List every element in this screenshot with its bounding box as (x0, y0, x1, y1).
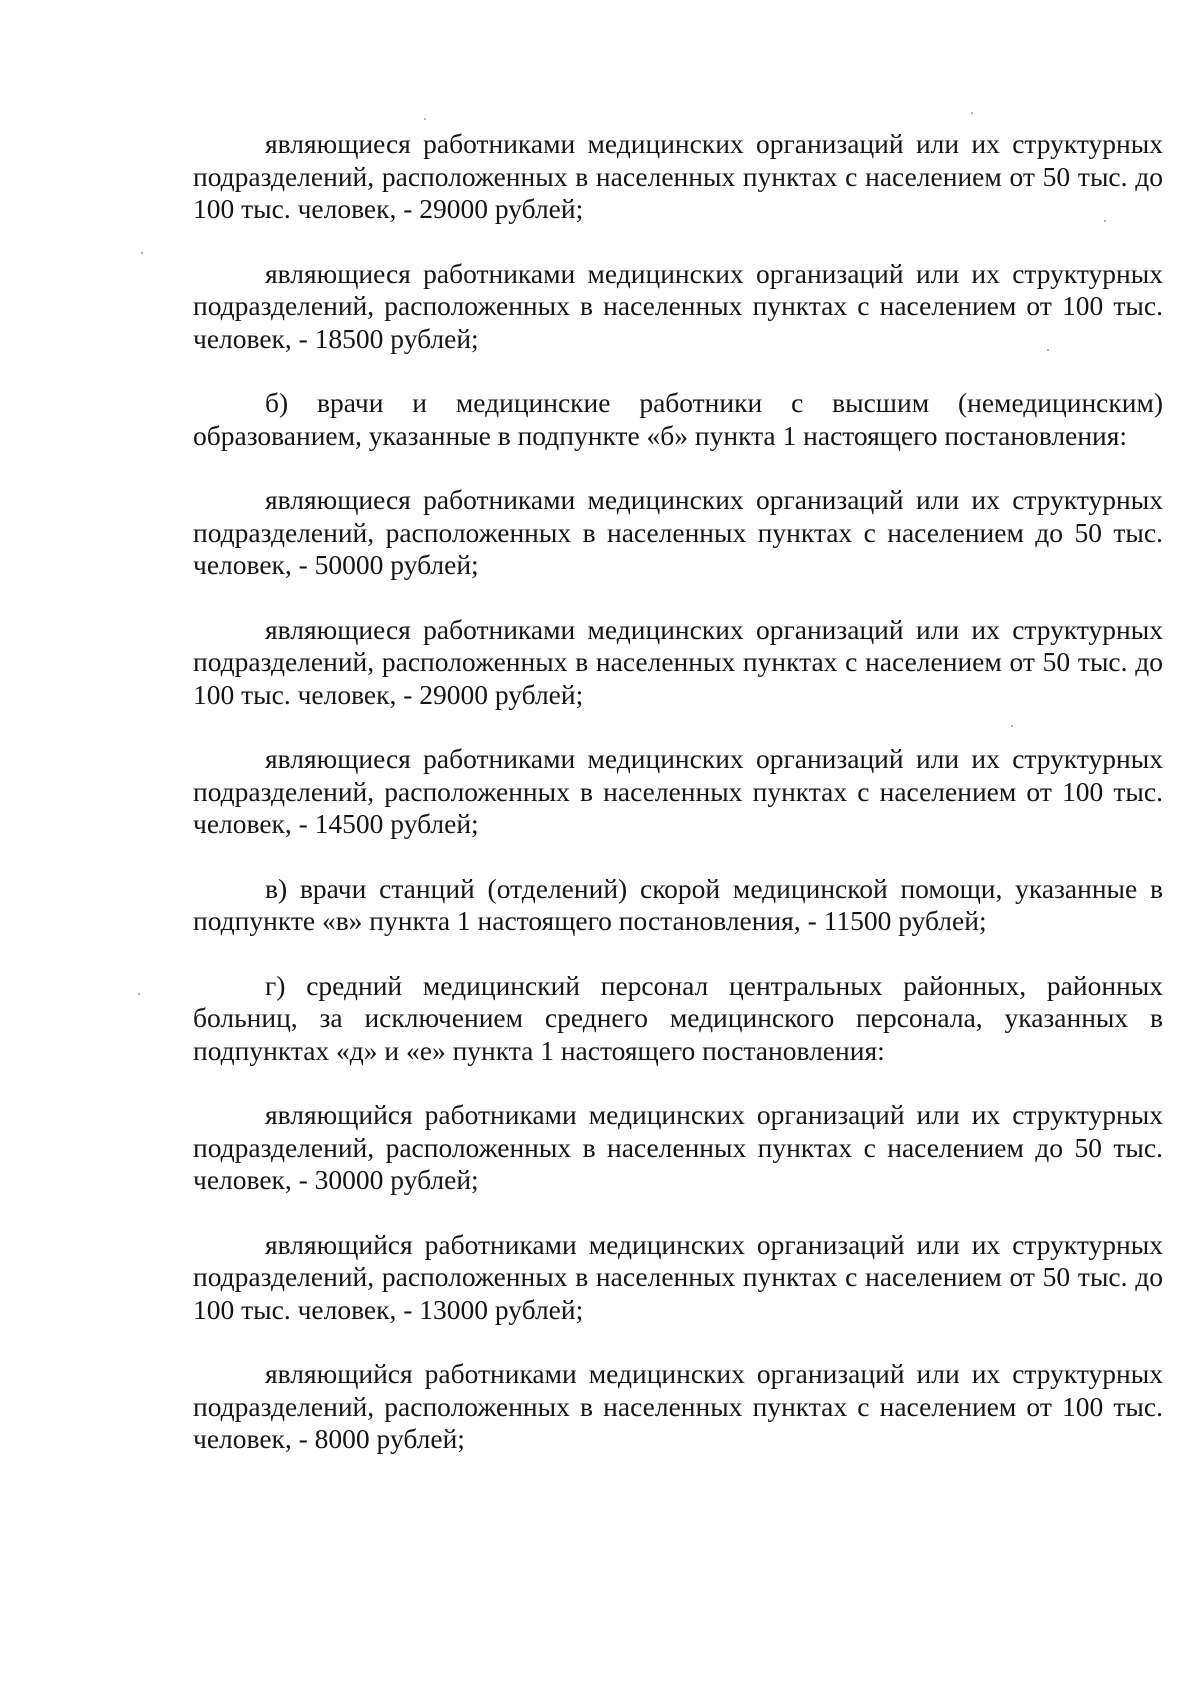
scan-speck (424, 118, 426, 120)
scan-speck (138, 993, 140, 995)
paragraph: являющийся работниками медицинских организаций или их структурных подразделений, расположенных в населенных пунктах с населением от 50 тыс. до 100 тыс. человек, - 13000 рублей; (193, 1228, 1163, 1325)
paragraph: являющиеся работниками медицинских организаций или их структурных подразделений, расположенных в населенных пунктах с населением от 50 тыс. до 100 тыс. человек, - 29000 рублей; (193, 128, 1163, 224)
paragraph: являющиеся работниками медицинских организаций или их структурных подразделений, расположенных в населенных пунктах с населением до 50 тыс. человек, - 50000 рублей; (193, 484, 1163, 580)
document-body (193, 128, 1163, 1488)
paragraph: являющиеся работниками медицинских организаций или их структурных подразделений, расположенных в населенных пунктах с населением от 100 тыс. человек, - 18500 рублей; (193, 257, 1163, 354)
paragraph: б) врачи и медицинские работники с высшим (немедицинским) образованием, указанные в подпункте «б» пункта 1 настоящего постановления: (193, 387, 1163, 451)
scan-speck (141, 252, 143, 254)
paragraph: являющиеся работниками медицинских организаций или их структурных подразделений, расположенных в населенных пунктах с населением от 100 тыс. человек, - 14500 рублей; (193, 743, 1163, 839)
paragraph: являющийся работниками медицинских организаций или их структурных подразделений, расположенных в населенных пунктах с населением до 50 тыс. человек, - 30000 рублей; (193, 1099, 1163, 1195)
paragraph: являющийся работниками медицинских организаций или их структурных подразделений, расположенных в населенных пунктах с населением от 100 тыс. человек, - 8000 рублей; (193, 1358, 1163, 1454)
paragraph: в) врачи станций (отделений) скорой медицинской помощи, указанные в подпункте «в» пункта 1 настоящего постановления, - 11500 рублей; (193, 872, 1163, 936)
scan-speck (971, 112, 973, 114)
paragraph: г) средний медицинский персонал центральных районных, районных больниц, за исключением среднего медицинского персонала, указанных в подпунктах «д» и «е» пункта 1 настоящего постановления: (193, 969, 1163, 1066)
paragraph: являющиеся работниками медицинских организаций или их структурных подразделений, расположенных в населенных пунктах с населением от 50 тыс. до 100 тыс. человек, - 29000 рублей; (193, 613, 1163, 710)
